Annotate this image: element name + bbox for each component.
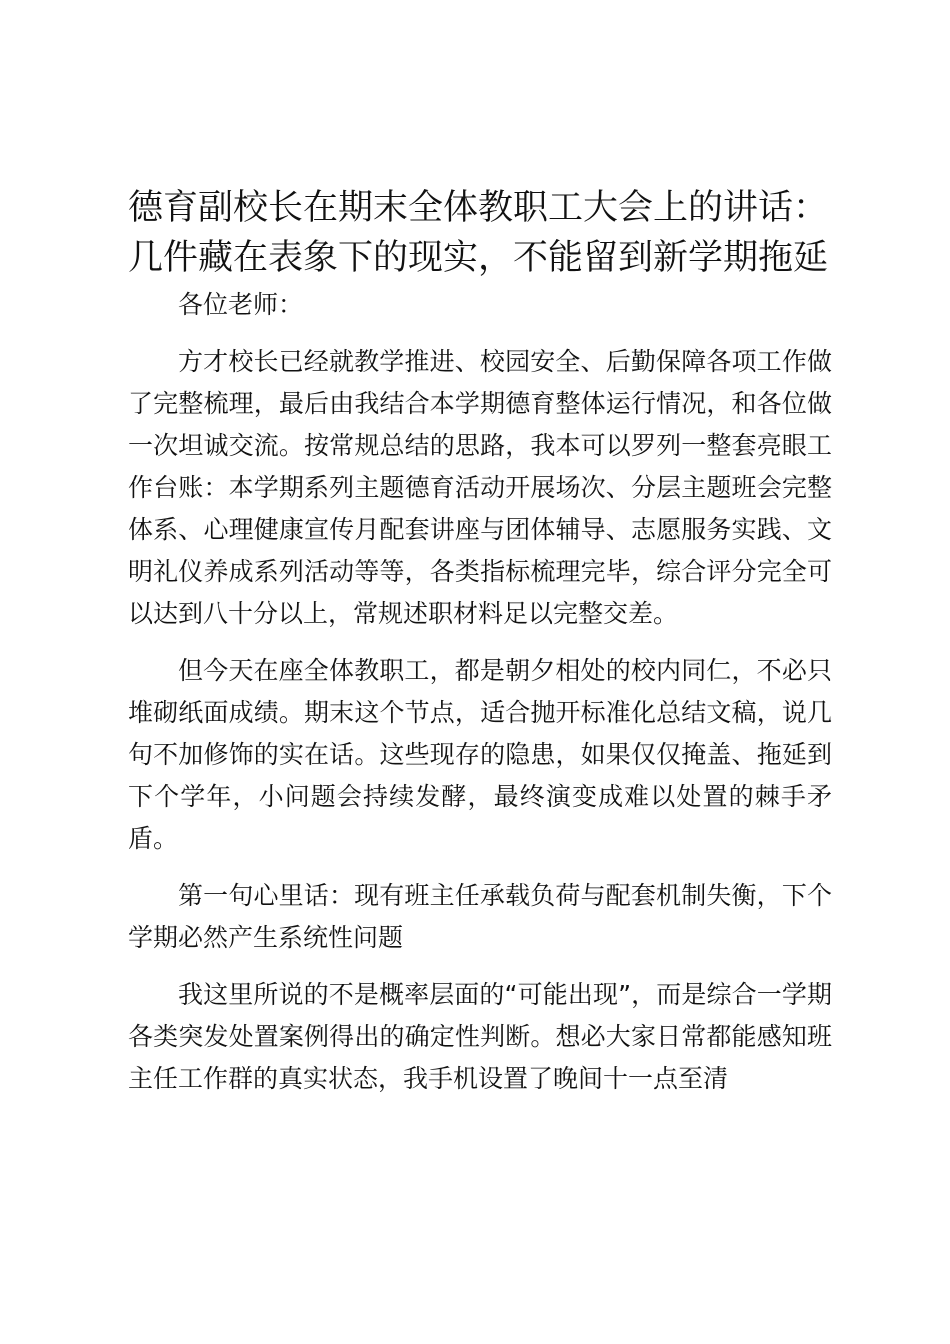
title-line-1: 德育副校长在期末全体教职工大会上的讲话：	[128, 188, 829, 228]
section-paragraph: 我这里所说的不是概率层面的“可能出现”，而是综合一学期各类突发处置案例得出的确定性判断。想必大家日常都能感知班主任工作群的真实状态，我手机设置了晚间十一点至清	[128, 980, 832, 1093]
document-body	[128, 284, 832, 1100]
section-heading: 第一句心里话：现有班主任承载负荷与配套机制失衡，下个学期必然产生系统性问题	[128, 881, 832, 952]
paragraph-2: 但今天在座全体教职工，都是朝夕相处的校内同仁，不必只堆砌纸面成绩。期末这个节点，适合抛开标准化总结文稿，说几句不加修饰的实在话。这些现存的隐患，如果仅仅掩盖、拖延到下个学年，小问题会持续发酵，最终演变成难以处置的棘手矛盾。	[128, 656, 832, 853]
salutation: 各位老师：	[178, 290, 304, 319]
document-title	[128, 183, 848, 283]
paragraph-1: 方才校长已经就教学推进、校园安全、后勤保障各项工作做了完整梳理，最后由我结合本学期德育整体运行情况，和各位做一次坦诚交流。按常规总结的思路，我本可以罗列一整套亮眼工作台账：本学期系列主题德育活动开展场次、分层主题班会完整体系、心理健康宣传月配套讲座与团体辅导、志愿服务实践、文明礼仪养成系列活动等等，各类指标梳理完毕，综合评分完全可以达到八十分以上，常规述职材料足以完整交差。	[128, 347, 832, 628]
title-line-2: 几件藏在表象下的现实，不能留到新学期拖延	[128, 238, 829, 278]
